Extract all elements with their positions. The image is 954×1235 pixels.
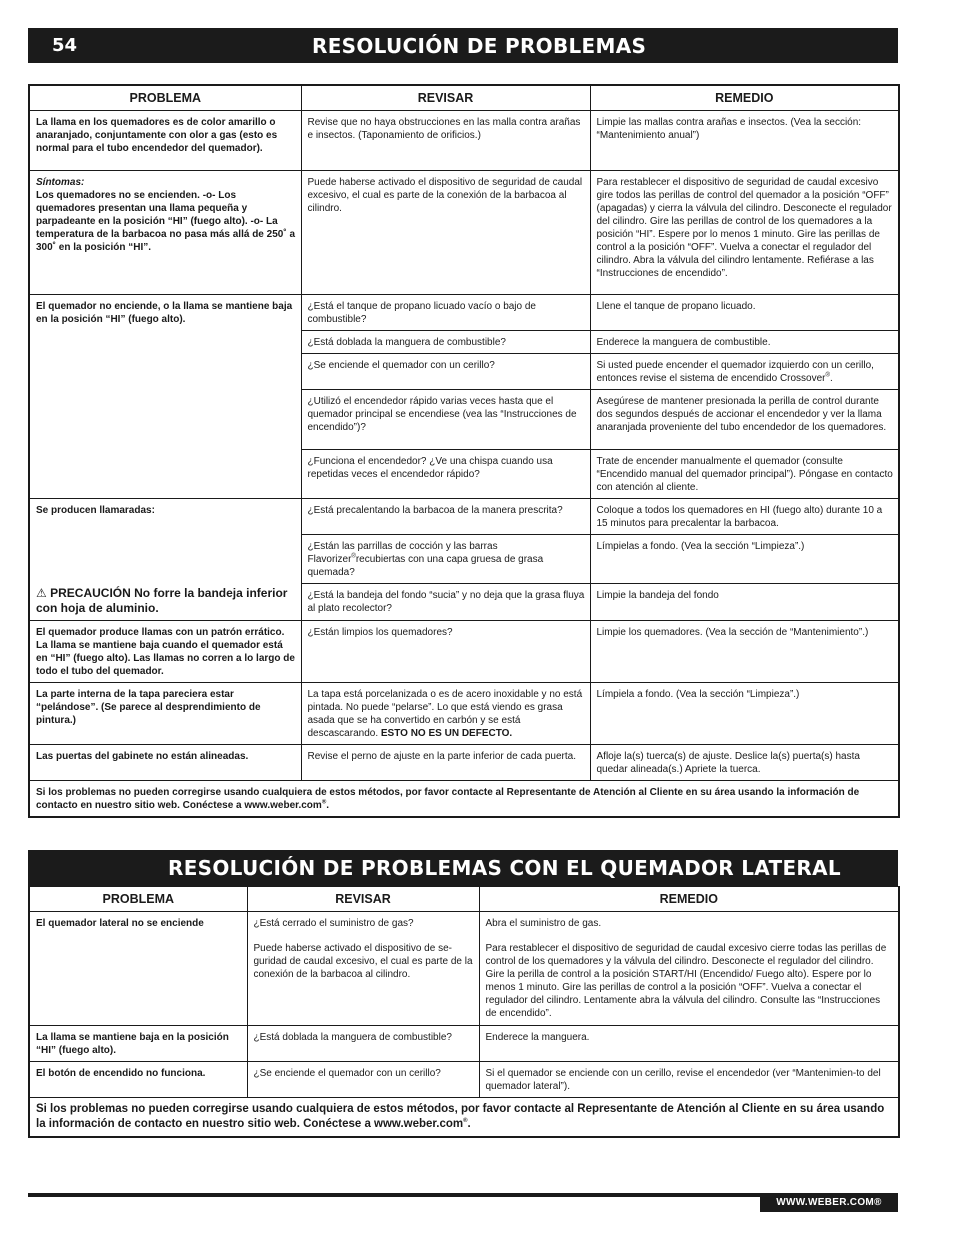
problem-cell: La llama en los quemadores es de color amarillo o anaranjado, conjuntamente con olor a gas (esto es normal para el tubo encendedor del quemador). [29, 111, 301, 171]
remedy-cell [590, 354, 899, 390]
table-row [29, 111, 899, 171]
caution-note [36, 586, 296, 616]
problem-cell: La llama se mantiene baja en la posición “HI” (fuego alto). [29, 1026, 247, 1062]
check-cell: Revise que no haya obstrucciones en las malla contra arañas e insectos. (Taponamiento de orificios.) [301, 111, 590, 171]
page-title: RESOLUCIÓN DE PROBLEMAS [312, 34, 647, 58]
remedy-cell: Para restablecer el dispositivo de seguridad de caudal excesivo gire todos las perillas de control del quemador a la posición “OFF” (apagadas) y cierra la válvula del cilindro. Desconecte el regulador del cilindro. Gire las perillas de control de los quemadores a la posición “HI”. Espere por lo menos 1 minuto. Gire las perillas de control a la posición “OFF”. Vuelva a conectar el regulador del cilindro. Abra la válvula del cilindro lentamente. Refiérase a las “Instrucciones de encendido”. [590, 171, 899, 295]
check-cell: Puede haberse activado el dispositivo de seguridad de caudal excesivo, el cual es parte de la conexión de la barbacoa al cilindro. [301, 171, 590, 295]
problem-cell: La parte interna de la tapa pareciera estar “pelándose”. (Se parece al desprendimiento de pintura.) [29, 683, 301, 745]
remedy-cell: Afloje la(s) tuerca(s) de ajuste. Deslice la(s) puerta(s) hasta quedar alineada(s.) Apriete la tuerca. [590, 745, 899, 781]
registered-mark: ® [463, 1118, 468, 1125]
problem-cell: El quemador produce llamas con un patrón errático. La llama se mantiene baja cuando el quemador está en “HI” (fuego alto). Las llamas no corren a lo largo de todo el tubo del quemador. [29, 621, 301, 683]
troubleshooting-table [28, 84, 900, 818]
contact-note-end: . [326, 800, 330, 811]
warning-icon: ⚠ [36, 586, 47, 600]
column-header-revisar: REVISAR [301, 85, 590, 111]
check-cell: ¿Funciona el encendedor? ¿Ve una chispa cuando usa repetidas veces el encendedor rápido? [301, 450, 590, 499]
check-cell: ¿Está precalentando la barbacoa de la manera prescrita? [301, 499, 590, 535]
check-cell: ¿Está el tanque de propano licuado vacío o bajo de combustible? [301, 295, 590, 331]
table-row [29, 912, 899, 1026]
column-header-problema: PROBLEMA [29, 887, 247, 912]
check-cell: ¿Está doblada la manguera de combustible? [247, 1026, 479, 1062]
problem-cell: El botón de encendido no funciona. [29, 1062, 247, 1098]
remedy-cell: Si el quemador se enciende con un cerillo, revise el encendedor (ver “Mantenimien-to del quemador lateral”). [479, 1062, 899, 1098]
table-row [29, 621, 899, 683]
check-text-end: recubiertas con una capa gruesa de grasa quemada? [307, 554, 544, 578]
remedy-cell: Limpie la bandeja del fondo [590, 584, 899, 621]
check-cell: ¿Están limpios los quemadores? [301, 621, 590, 683]
table-row [29, 1062, 899, 1098]
check-cell: ¿Está doblada la manguera de combustible? [301, 331, 590, 354]
remedy-cell: Llene el tanque de propano licuado. [590, 295, 899, 331]
section-header-band [28, 850, 898, 886]
check-cell [301, 535, 590, 584]
contact-note-text: Si los problemas no pueden corregirse usando cualquiera de estos métodos, por favor contacte al Representante de Atención al Cliente en su área usando la información de contacto en nuestro sitio web. Conéctese a www.weber.com [36, 1103, 885, 1130]
table-row [29, 745, 899, 781]
contact-note-end: . [467, 1118, 471, 1130]
registered-mark: ® [351, 553, 356, 560]
table-row [29, 171, 899, 295]
check-text-2: Puede haberse activado el dispositivo de se-guridad de caudal excesivo, el cual es parte de la conexión de la barbacoa al cilindro. [253, 943, 473, 980]
column-header-remedio: REMEDIO [479, 887, 899, 912]
table-header-row [29, 887, 899, 912]
page-header-band [28, 28, 898, 63]
problem-cell [29, 171, 301, 295]
footer-website: WWW.WEBER.COM® [760, 1193, 898, 1212]
remedy-text: Abra el suministro de gas. [485, 918, 602, 929]
contact-note [29, 1098, 899, 1138]
caution-text: PRECAUCIÓN No forre la bandeja inferior con hoja de aluminio. [36, 586, 288, 615]
problem-cell: El quemador no enciende, o la llama se mantiene baja en la posición “HI” (fuego alto). [29, 295, 301, 499]
table-row [29, 499, 899, 535]
check-text: ¿Está cerrado el suministro de gas? [253, 918, 414, 929]
table-row [29, 1026, 899, 1062]
remedy-cell: Límpielas a fondo. (Vea la sección “Limpieza”.) [590, 535, 899, 584]
problem-cell [29, 499, 301, 621]
remedy-cell: Asegúrese de mantener presionada la perilla de control durante dos segundos después de accionar el encendedor y ver la llama anaranjada proveniente del tubo encendedor de los quemadores. [590, 390, 899, 450]
remedy-cell [479, 912, 899, 1026]
check-cell: ¿Se enciende el quemador con un cerillo? [301, 354, 590, 390]
remedy-cell: Límpiela a fondo. (Vea la sección “Limpieza”.) [590, 683, 899, 745]
check-cell: ¿Utilizó el encendedor rápido varias veces hasta que el quemador principal se encendiese (vea las “Instrucciones de encendido”)? [301, 390, 590, 450]
remedy-cell: Trate de encender manualmente el quemador (consulte “Encendido manual del quemador principal”). Póngase en contacto con atención al cliente. [590, 450, 899, 499]
check-text: La tapa está porcelanizada o es de acero inoxidable y no está pintada. No puede “pelarse”. Lo que está viendo es grasa asada que se ha convertido en carbón y se está descascarando. [307, 689, 583, 739]
remedy-text: Si usted puede encender el quemador izquierdo con un cerillo, entonces revise el sistema de encendido Crossover [596, 360, 874, 384]
symptoms-label: Síntomas: [36, 177, 85, 188]
problem-text: Se producen llamaradas: [36, 505, 155, 516]
check-cell: ¿Está la bandeja del fondo “sucia” y no deja que la grasa fluya al plato recolector? [301, 584, 590, 621]
remedy-cell: Enderece la manguera de combustible. [590, 331, 899, 354]
check-cell [247, 912, 479, 1026]
check-text: ¿Están las parrillas de cocción y las barras Flavorizer [307, 541, 498, 565]
side-burner-table [28, 886, 900, 1138]
check-bold-text: ESTO NO ES UN DEFECTO. [380, 728, 513, 739]
table-note-row [29, 781, 899, 818]
remedy-cell: Enderece la manguera. [479, 1026, 899, 1062]
contact-note-text: Si los problemas no pueden corregirse usando cualquiera de estos métodos, por favor contacte al Representante de Atención al Cliente en su área usando la información de contacto en nuestro sitio web. Conéctese a www.weber.com [36, 787, 860, 811]
check-cell [301, 683, 590, 745]
column-header-revisar: REVISAR [247, 887, 479, 912]
check-cell: Revise el perno de ajuste en la parte inferior de cada puerta. [301, 745, 590, 781]
problem-cell: El quemador lateral no se enciende [29, 912, 247, 1026]
problem-cell: Las puertas del gabinete no están alineadas. [29, 745, 301, 781]
remedy-text-2: Para restablecer el dispositivo de seguridad de caudal excesivo cierre todas las perillas de control de los quemadores y la válvula del cilindro. Desconecte el regulador del cilindro. Gire la perilla de control a la posición START/HI (Encendido/ Fuego alto). Espere por lo menos 1 minuto. Gire las perillas de control a la posición “OFF”. Vuelva a conectar el regulador del cilindro. Lentamente abra la válvula del cilindro. Consulte las “Instrucciones de encendido”. [485, 943, 887, 1019]
column-header-remedio: REMEDIO [590, 85, 899, 111]
remedy-cell: Limpie las mallas contra arañas e insectos. (Vea la sección: “Mantenimiento anual”) [590, 111, 899, 171]
column-header-problema: PROBLEMA [29, 85, 301, 111]
table-header-row [29, 85, 899, 111]
page-number: 54 [52, 35, 78, 56]
remedy-cell: Limpie los quemadores. (Vea la sección de “Mantenimiento”.) [590, 621, 899, 683]
check-cell: ¿Se enciende el quemador con un cerillo? [247, 1062, 479, 1098]
registered-mark: ® [321, 799, 327, 806]
table-note-row [29, 1098, 899, 1138]
registered-mark: ® [825, 372, 830, 379]
table-row [29, 295, 899, 331]
remedy-text-end: . [829, 373, 833, 384]
symptoms-text: Los quemadores no se encienden. -o- Los quemadores presentan una llama pequeña y parpadeante en la posición “HI” (fuego alto). -o- La temperatura de la barbacoa no pasa más allá de 250˚ a 300˚ en la posición “HI”. [36, 190, 296, 253]
contact-note [29, 781, 899, 818]
table-row [29, 683, 899, 745]
remedy-cell: Coloque a todos los quemadores en HI (fuego alto) durante 10 a 15 minutos para precalentar la barbacoa. [590, 499, 899, 535]
section-title: RESOLUCIÓN DE PROBLEMAS CON EL QUEMADOR LATERAL [168, 856, 841, 880]
